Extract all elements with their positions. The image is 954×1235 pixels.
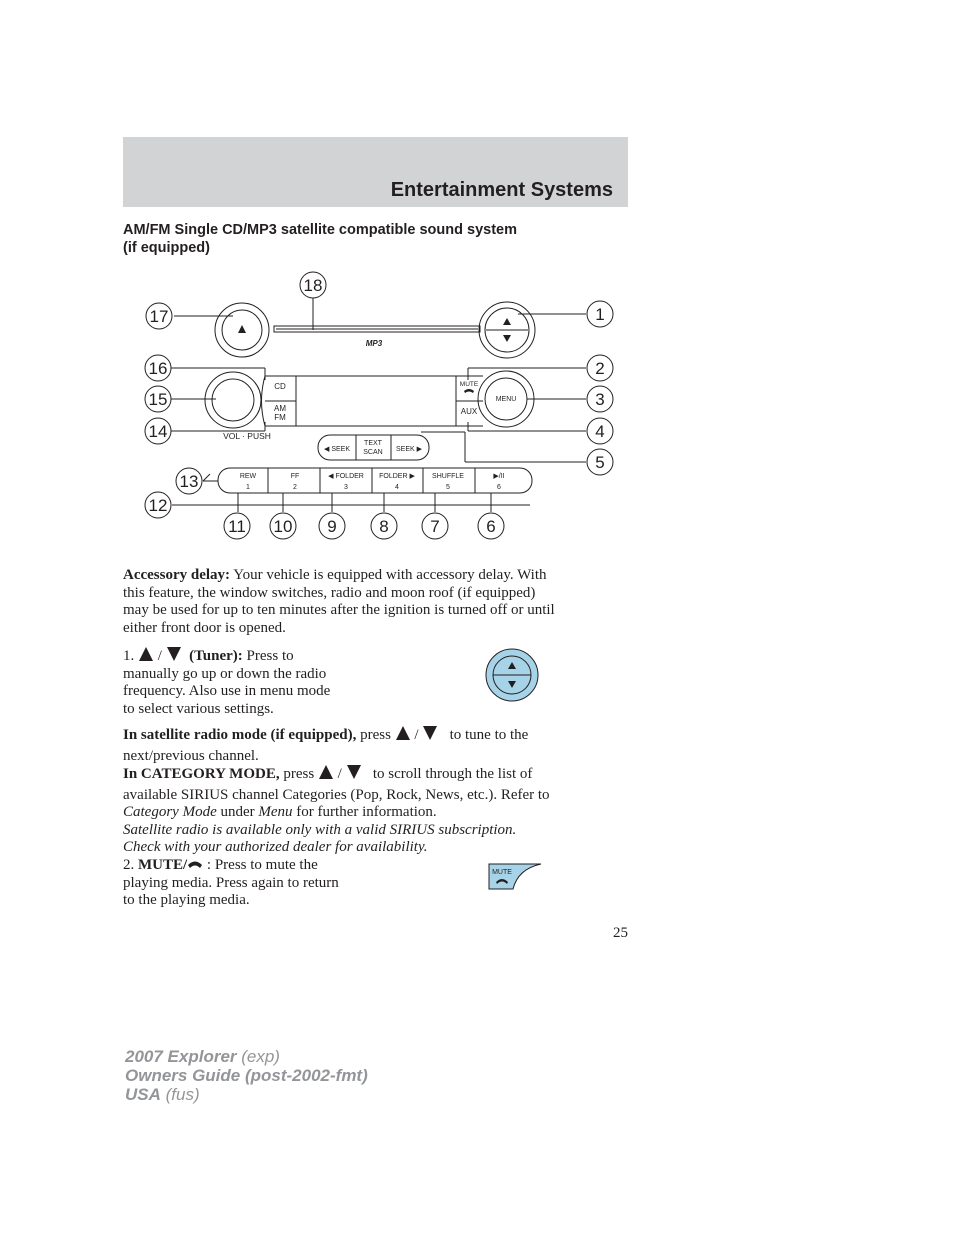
vol-push-label: VOL · PUSH xyxy=(223,431,271,441)
callout-1-label: 1 xyxy=(595,305,605,324)
callout-7-label: 7 xyxy=(430,517,440,536)
page-header-title: Entertainment Systems xyxy=(390,179,613,201)
preset-5-num: 5 xyxy=(446,484,450,491)
radio-display xyxy=(296,376,456,426)
preset-3-top: ◀ FOLDER xyxy=(328,473,364,480)
category-mode-paragraph: In CATEGORY MODE, press / to scroll through the list of available SIRIUS channel Categories (Pop, Rock, News, etc.). Refer to Category Mode under Menu for further information. Satellite radio is available only with a valid SIRIUS subscription. Check with your authorized dealer for availability. xyxy=(123,766,550,855)
callout-3-label: 3 xyxy=(595,390,605,409)
radio-faceplate-diagram xyxy=(138,270,618,545)
volume-knob-outline xyxy=(205,372,261,428)
am-button-label: AM xyxy=(274,404,286,413)
callout-17-label: 17 xyxy=(149,307,169,326)
tuner-button-thumbnail xyxy=(484,647,540,703)
section-title-line2: (if equipped) xyxy=(123,240,210,256)
seek-right-label: SEEK ▶ xyxy=(395,446,423,453)
callout-9-label: 9 xyxy=(327,517,337,536)
tuner-label: (Tuner): xyxy=(189,648,243,664)
accessory-delay-label: Accessory delay: xyxy=(123,567,231,583)
down-arrow-icon xyxy=(422,725,438,741)
preset-4-num: 4 xyxy=(395,484,399,491)
callout-15-label: 15 xyxy=(148,390,168,409)
header-band xyxy=(123,137,628,207)
mute-button-thumbnail xyxy=(488,861,544,891)
phone-icon xyxy=(464,389,474,393)
aux-button-label: AUX xyxy=(460,407,478,416)
phone-icon xyxy=(187,859,203,871)
item-1-tuner-description: 1. / (Tuner): Press to manually go up or down the radio frequency. Also use in menu mode to select various settings. xyxy=(123,648,331,717)
preset-1-top: REW xyxy=(239,473,257,480)
up-arrow-icon xyxy=(395,725,411,741)
scan-button-label: SCAN xyxy=(363,449,383,456)
preset-1-num: 1 xyxy=(246,484,250,491)
fm-button-label: FM xyxy=(274,413,286,422)
callout-8-label: 8 xyxy=(379,517,389,536)
callout-5-label: 5 xyxy=(595,453,605,472)
up-arrow-icon xyxy=(318,764,334,780)
menu-button-label: MENU xyxy=(495,396,517,403)
seek-left-label: ◀ SEEK xyxy=(323,446,351,453)
document-footer: 2007 Explorer (exp) Owners Guide (post-2002-fmt) USA (fus) xyxy=(125,1047,368,1104)
down-arrow-icon xyxy=(166,646,182,662)
volume-knob xyxy=(212,379,254,421)
mute-button-label: MUTE xyxy=(459,381,479,388)
mute-label: MUTE/ xyxy=(138,857,188,873)
mute-thumb-label: MUTE xyxy=(492,869,512,876)
up-arrow-icon xyxy=(138,646,154,662)
callout-12-label: 12 xyxy=(148,496,168,515)
page-number: 25 xyxy=(613,925,628,941)
preset-6-top: ▶/II xyxy=(493,473,505,480)
callout-11-label: 11 xyxy=(228,517,246,536)
preset-4-top: FOLDER ▶ xyxy=(379,473,415,480)
callout-2-label: 2 xyxy=(595,359,605,378)
preset-6-num: 6 xyxy=(497,484,501,491)
accessory-delay-paragraph: Accessory delay: Your vehicle is equipped with accessory delay. With this feature, the window switches, radio and moon roof (if equipped) may be used for up to ten minutes after the ignition is turned off or until either front door is opened. xyxy=(123,567,555,636)
section-title-line1: AM/FM Single CD/MP3 satellite compatible sound system xyxy=(123,222,517,238)
callout-14-label: 14 xyxy=(148,422,168,441)
preset-5-top: SHUFFLE xyxy=(432,473,464,480)
text-button-label: TEXT xyxy=(364,440,382,447)
preset-3-num: 3 xyxy=(344,484,348,491)
callout-6-label: 6 xyxy=(486,517,496,536)
cd-button-label: CD xyxy=(274,382,286,391)
callout-10-label: 10 xyxy=(273,517,293,536)
preset-button-strip xyxy=(218,468,532,493)
satellite-mode-paragraph: In satellite radio mode (if equipped), press / to tune to the next/previous channel. xyxy=(123,727,529,764)
section-title xyxy=(123,221,628,257)
callout-13-label: 13 xyxy=(179,472,199,491)
callout-4-label: 4 xyxy=(595,422,605,441)
preset-2-num: 2 xyxy=(293,484,297,491)
callout-16-label: 16 xyxy=(148,359,168,378)
preset-2-top: FF xyxy=(290,473,300,480)
down-arrow-icon xyxy=(346,764,362,780)
mp3-logo: MP3 xyxy=(365,339,383,348)
item-2-mute-description: 2. MUTE/ : Press to mute the playing media. Press again to return to the playing media. xyxy=(123,857,339,908)
callout-18-label: 18 xyxy=(303,276,323,295)
